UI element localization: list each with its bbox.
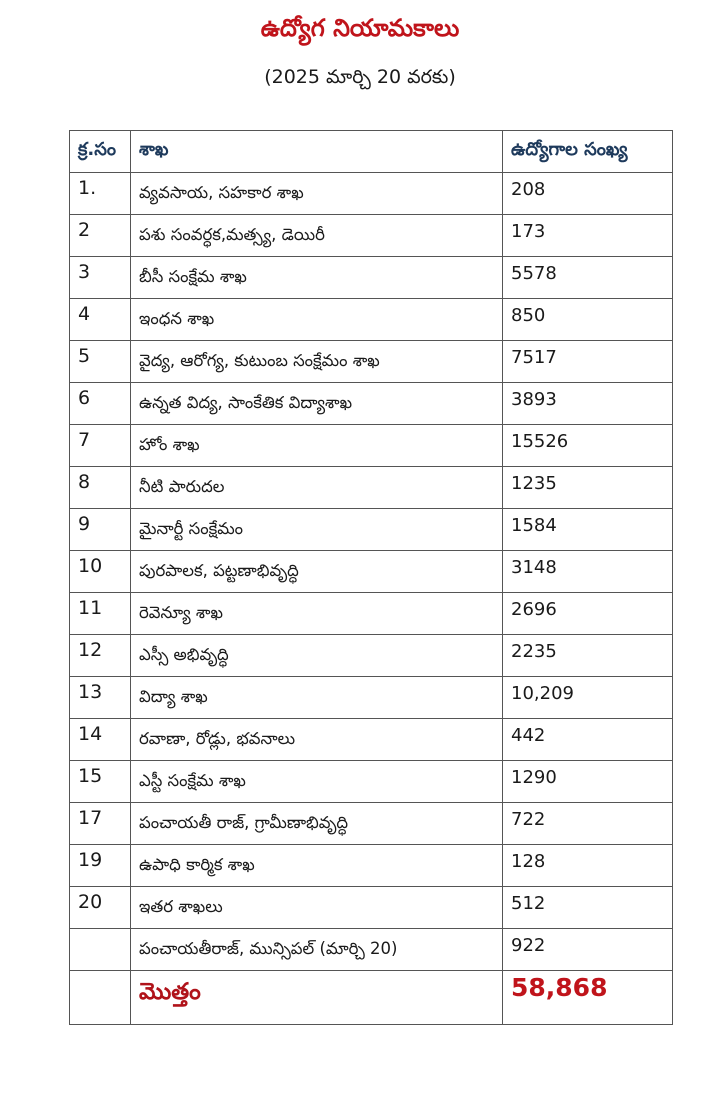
row-count: 922: [503, 929, 673, 971]
row-serial: 14: [70, 719, 131, 761]
total-value: 58,868: [503, 971, 673, 1025]
jobs-table: [69, 130, 673, 1025]
row-department: హోం శాఖ: [131, 425, 503, 467]
table-row: [70, 635, 673, 677]
page-title: ఉద్యోగ నియామకాలు: [260, 14, 460, 42]
row-serial: 6: [70, 383, 131, 425]
row-serial: [70, 929, 131, 971]
table-row: [70, 383, 673, 425]
row-department: పురపాలక, పట్టణాభివృద్ధి: [131, 551, 503, 593]
row-serial: 5: [70, 341, 131, 383]
row-count: 2235: [503, 635, 673, 677]
header-serial: క్ర.సం: [70, 131, 131, 173]
row-count: 1235: [503, 467, 673, 509]
table-row: [70, 173, 673, 215]
row-serial: 13: [70, 677, 131, 719]
row-count: 10,209: [503, 677, 673, 719]
row-count: 3148: [503, 551, 673, 593]
row-serial: 15: [70, 761, 131, 803]
table-row: [70, 215, 673, 257]
table-row: [70, 257, 673, 299]
row-count: 1584: [503, 509, 673, 551]
table-row: [70, 929, 673, 971]
row-count: 208: [503, 173, 673, 215]
row-serial: 19: [70, 845, 131, 887]
row-count: 442: [503, 719, 673, 761]
row-serial: 17: [70, 803, 131, 845]
row-department: బీసీ సంక్షేమ శాఖ: [131, 257, 503, 299]
row-count: 722: [503, 803, 673, 845]
row-serial: 4: [70, 299, 131, 341]
table-row: [70, 761, 673, 803]
table-row: [70, 845, 673, 887]
table-row: [70, 677, 673, 719]
total-row: [70, 971, 673, 1025]
table-row: [70, 719, 673, 761]
table-row: [70, 467, 673, 509]
row-serial: 20: [70, 887, 131, 929]
table-row: [70, 299, 673, 341]
table-row: [70, 887, 673, 929]
row-count: 512: [503, 887, 673, 929]
row-serial: 8: [70, 467, 131, 509]
page-subtitle: (2025 మార్చి 20 వరకు): [264, 66, 456, 88]
header-count: ఉద్యోగాల సంఖ్య: [503, 131, 673, 173]
total-label: మొత్తం: [131, 971, 503, 1025]
row-count: 5578: [503, 257, 673, 299]
table-row: [70, 341, 673, 383]
row-serial: 3: [70, 257, 131, 299]
row-count: 850: [503, 299, 673, 341]
row-department: పంచాయతీరాజ్, మున్సిపల్ (మార్చి 20): [131, 929, 503, 971]
table-row: [70, 425, 673, 467]
table-row: [70, 509, 673, 551]
header-department: శాఖ: [131, 131, 503, 173]
row-count: 7517: [503, 341, 673, 383]
table-row: [70, 551, 673, 593]
row-department: ఎస్సీ అభివృద్ధి: [131, 635, 503, 677]
row-count: 1290: [503, 761, 673, 803]
row-department: వైద్య, ఆరోగ్య, కుటుంబ సంక్షేమం శాఖ: [131, 341, 503, 383]
row-serial: 11: [70, 593, 131, 635]
row-department: పంచాయతీ రాజ్, గ్రామీణాభివృద్ధి: [131, 803, 503, 845]
row-serial: 1.: [70, 173, 131, 215]
table-row: [70, 803, 673, 845]
row-department: ఉపాధి కార్మిక శాఖ: [131, 845, 503, 887]
row-department: ఉన్నత విద్య, సాంకేతిక విద్యాశాఖ: [131, 383, 503, 425]
row-serial: 2: [70, 215, 131, 257]
row-department: వ్యవసాయ, సహకార శాఖ: [131, 173, 503, 215]
row-count: 128: [503, 845, 673, 887]
row-department: ఎస్టీ సంక్షేమ శాఖ: [131, 761, 503, 803]
total-serial-empty: [70, 971, 131, 1025]
row-department: ఇతర శాఖలు: [131, 887, 503, 929]
row-department: విద్యా శాఖ: [131, 677, 503, 719]
table-row: [70, 593, 673, 635]
row-department: ఇంధన శాఖ: [131, 299, 503, 341]
row-count: 2696: [503, 593, 673, 635]
row-count: 3893: [503, 383, 673, 425]
row-department: రవాణా, రోడ్లు, భవనాలు: [131, 719, 503, 761]
row-department: రెవెన్యూ శాఖ: [131, 593, 503, 635]
row-count: 15526: [503, 425, 673, 467]
row-count: 173: [503, 215, 673, 257]
row-serial: 10: [70, 551, 131, 593]
table-header-row: [70, 131, 673, 173]
row-department: పశు సంవర్ధక,మత్స్య, డెయిరీ: [131, 215, 503, 257]
row-serial: 12: [70, 635, 131, 677]
row-serial: 9: [70, 509, 131, 551]
row-department: మైనార్టీ సంక్షేమం: [131, 509, 503, 551]
row-department: నీటి పారుదల: [131, 467, 503, 509]
row-serial: 7: [70, 425, 131, 467]
